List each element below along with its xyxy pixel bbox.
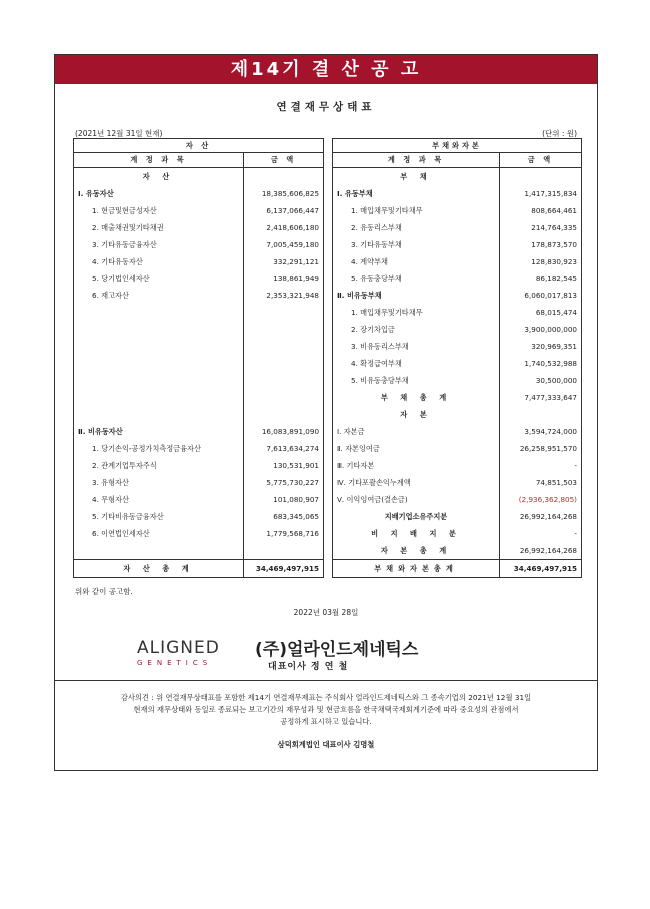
table-row — [74, 560, 324, 578]
account-amount: 128,830,923 — [500, 253, 582, 270]
account-amount: 74,851,503 — [500, 474, 582, 491]
account-amount — [500, 406, 582, 423]
audit-line: 감사의견 : 위 연결재무상태표를 포함한 제14기 연결재무제표는 주식회사 얼라인드제네틱스와 그 종속기업의 2021년 12월 31일 — [120, 693, 532, 702]
table-row — [74, 253, 324, 270]
table-row — [333, 406, 582, 423]
account-amount: 6,137,066,447 — [244, 202, 324, 219]
table-row — [333, 457, 582, 474]
liabilities-equity-table — [332, 138, 582, 578]
account-label: 2. 장기차입금 — [351, 324, 395, 334]
account-label: Ⅱ. 비유동부채 — [337, 290, 382, 300]
account-amount: 808,664,461 — [500, 202, 582, 219]
table-row — [74, 389, 324, 406]
table-row — [74, 202, 324, 219]
account-label: 2. 관계기업투자주식 — [92, 460, 157, 470]
account-amount: 332,291,121 — [244, 253, 324, 270]
table-row — [74, 542, 324, 560]
account-label: 1. 매입채무및기타채무 — [351, 307, 423, 317]
account-label: 5. 기타비유동금융자산 — [92, 511, 164, 521]
account-label: 3. 기타유동금융자산 — [92, 239, 157, 249]
assets-header: 자 산 — [74, 139, 324, 153]
account-label: 지배기업소유주지분 — [384, 511, 448, 521]
table-row — [74, 440, 324, 457]
account-amount: 214,764,335 — [500, 219, 582, 236]
account-amount — [244, 168, 324, 186]
table-row — [333, 338, 582, 355]
audit-line: 공정하게 표시하고 있습니다. — [280, 717, 372, 726]
column-amount: 금 액 — [244, 153, 324, 168]
account-amount — [244, 406, 324, 423]
table-row — [74, 457, 324, 474]
account-amount: 7,005,459,180 — [244, 236, 324, 253]
account-label: 2. 유동리스부채 — [351, 222, 402, 232]
account-amount: 2,418,606,180 — [244, 219, 324, 236]
account-amount: 178,873,570 — [500, 236, 582, 253]
account-label: 4. 무형자산 — [92, 494, 129, 504]
table-row — [74, 185, 324, 202]
table-row — [333, 508, 582, 525]
table-row — [333, 321, 582, 338]
account-label — [74, 338, 244, 355]
table-row — [74, 219, 324, 236]
table-row — [74, 338, 324, 355]
publish-date: 2022년 03월 28일 — [293, 608, 359, 617]
table-row — [333, 168, 582, 186]
account-amount: 3,594,724,000 — [500, 423, 582, 440]
account-amount: 30,500,000 — [500, 372, 582, 389]
table-row — [333, 185, 582, 202]
table-row — [74, 474, 324, 491]
table-row — [74, 270, 324, 287]
account-label: 3. 기타유동부채 — [351, 239, 402, 249]
account-amount: 3,900,000,000 — [500, 321, 582, 338]
logo-subtext: GENETICS — [137, 659, 213, 667]
account-label — [74, 372, 244, 389]
account-amount — [244, 389, 324, 406]
account-label: 비 지 배 지 분 — [371, 528, 461, 538]
account-amount — [244, 355, 324, 372]
account-amount: 1,417,315,834 — [500, 185, 582, 202]
table-row — [333, 440, 582, 457]
account-amount: - — [500, 457, 582, 474]
account-label — [74, 406, 244, 423]
logo-wordmark: ALIGNED — [137, 638, 220, 658]
table-row — [74, 355, 324, 372]
account-amount: - — [500, 525, 582, 542]
account-amount: 130,531,901 — [244, 457, 324, 474]
column-account: 계 정 과 목 — [333, 153, 500, 168]
account-label: Ⅰ. 유동부채 — [337, 188, 373, 198]
table-row — [74, 491, 324, 508]
assets-table — [73, 138, 324, 578]
account-label: Ⅰ. 유동자산 — [78, 188, 114, 198]
account-label: Ⅱ. 비유동자산 — [78, 426, 123, 436]
account-amount: 26,992,164,268 — [500, 542, 582, 560]
column-account: 계 정 과 목 — [74, 153, 244, 168]
table-row — [74, 508, 324, 525]
account-amount — [244, 372, 324, 389]
account-label: 5. 유동충당부채 — [351, 273, 402, 283]
column-amount: 금 액 — [500, 153, 582, 168]
account-label: 부 채 — [400, 171, 432, 181]
account-amount: 7,477,333,647 — [500, 389, 582, 406]
table-row — [333, 253, 582, 270]
account-label: 2. 매출채권및기타채권 — [92, 222, 164, 232]
account-label — [74, 355, 244, 372]
table-row — [333, 270, 582, 287]
account-amount: 26,258,951,570 — [500, 440, 582, 457]
account-amount: 138,861,949 — [244, 270, 324, 287]
account-amount: 68,015,474 — [500, 304, 582, 321]
announcement-frame — [54, 54, 598, 771]
table-row — [333, 560, 582, 578]
account-label: 6. 재고자산 — [92, 290, 129, 300]
account-amount: 683,345,065 — [244, 508, 324, 525]
table-row — [74, 423, 324, 440]
table-row — [333, 202, 582, 219]
account-label: 4. 확정급여부채 — [351, 358, 402, 368]
account-label: 1. 현금및현금성자산 — [92, 205, 157, 215]
account-label: 5. 비유동충당부채 — [351, 375, 409, 385]
account-amount: 7,613,634,274 — [244, 440, 324, 457]
account-label: 3. 유형자산 — [92, 477, 129, 487]
table-row — [74, 304, 324, 321]
account-label: Ⅲ. 기타자본 — [337, 460, 375, 470]
reference-date: (2021년 12월 31일 현재) — [75, 129, 163, 138]
account-amount: 16,083,891,090 — [244, 423, 324, 440]
ceo-name: 대표이사 정 연 철 — [268, 662, 349, 672]
account-label: 자 본 총 계 — [380, 545, 452, 555]
table-row — [333, 287, 582, 304]
account-label: Ⅱ. 자본잉여금 — [337, 443, 380, 453]
account-label — [74, 389, 244, 406]
account-amount — [244, 321, 324, 338]
auditor-signature: 삼덕회계법인 대표이사 김명철 — [277, 740, 375, 749]
account-label: 자 산 총 계 — [74, 560, 244, 578]
audit-opinion — [55, 680, 597, 773]
currency-unit: (단위 : 원) — [542, 129, 577, 138]
account-label — [74, 304, 244, 321]
table-row — [333, 304, 582, 321]
table-row — [333, 474, 582, 491]
table-row — [333, 491, 582, 508]
account-amount: 34,469,497,915 — [500, 560, 582, 578]
account-amount — [244, 338, 324, 355]
account-label: 부 채 총 계 — [380, 392, 452, 402]
table-row — [333, 219, 582, 236]
account-amount: 2,353,321,948 — [244, 287, 324, 304]
account-amount: 320,969,351 — [500, 338, 582, 355]
account-label: 자 산 — [142, 171, 175, 181]
account-label — [74, 321, 244, 338]
table-row — [74, 168, 324, 186]
company-logo — [137, 638, 227, 667]
account-amount: 86,182,545 — [500, 270, 582, 287]
account-label: 6. 이연법인세자산 — [92, 528, 150, 538]
account-amount: 18,385,606,825 — [244, 185, 324, 202]
table-row — [333, 525, 582, 542]
account-label: Ⅰ. 자본금 — [337, 426, 365, 436]
table-row — [74, 406, 324, 423]
account-label: 1. 당기손익-공정가치측정금융자산 — [92, 443, 201, 453]
account-label: Ⅳ. 기타포괄손익누계액 — [337, 477, 411, 487]
table-row — [74, 525, 324, 542]
account-label: 5. 당기법인세자산 — [92, 273, 150, 283]
table-row — [74, 321, 324, 338]
account-amount — [244, 542, 324, 560]
table-row — [74, 287, 324, 304]
account-amount — [244, 304, 324, 321]
table-row — [333, 355, 582, 372]
document-title: 연결재무상태표 — [276, 101, 376, 113]
company-name: (주)얼라인드제네틱스 — [255, 640, 419, 660]
table-row — [74, 372, 324, 389]
account-amount: 6,060,017,813 — [500, 287, 582, 304]
audit-line: 현재의 재무상태와 동일로 종료되는 보고기간의 재무성과 및 현금흐름을 한국채택국제회계기준에 따라 중요성의 관점에서 — [133, 705, 519, 714]
table-row — [74, 236, 324, 253]
announcement-banner: 제14기 결 산 공 고 — [55, 55, 597, 84]
account-label: 자 본 — [400, 409, 432, 419]
account-amount: 26,992,164,268 — [500, 508, 582, 525]
table-row — [333, 423, 582, 440]
account-label: Ⅴ. 이익잉여금(결손금) — [337, 494, 408, 504]
account-label: 3. 비유동리스부채 — [351, 341, 409, 351]
account-amount: 1,779,568,716 — [244, 525, 324, 542]
account-amount: 101,080,907 — [244, 491, 324, 508]
table-row — [333, 542, 582, 560]
account-amount — [500, 168, 582, 186]
table-row — [333, 372, 582, 389]
account-amount: (2,936,362,805) — [500, 491, 582, 508]
account-label: 4. 기타유동자산 — [92, 256, 143, 266]
liabilities-equity-header: 부채와자본 — [333, 139, 582, 153]
account-label — [74, 542, 244, 560]
account-label: 4. 계약부채 — [351, 256, 388, 266]
account-amount: 5,775,730,227 — [244, 474, 324, 491]
account-label: 부채와자본총계 — [333, 560, 500, 578]
account-amount: 1,740,532,988 — [500, 355, 582, 372]
account-label: 1. 매입채무및기타채무 — [351, 205, 423, 215]
table-row — [333, 389, 582, 406]
account-amount: 34,469,497,915 — [244, 560, 324, 578]
closing-note: 위와 같이 공고함. — [75, 587, 133, 596]
table-row — [333, 236, 582, 253]
